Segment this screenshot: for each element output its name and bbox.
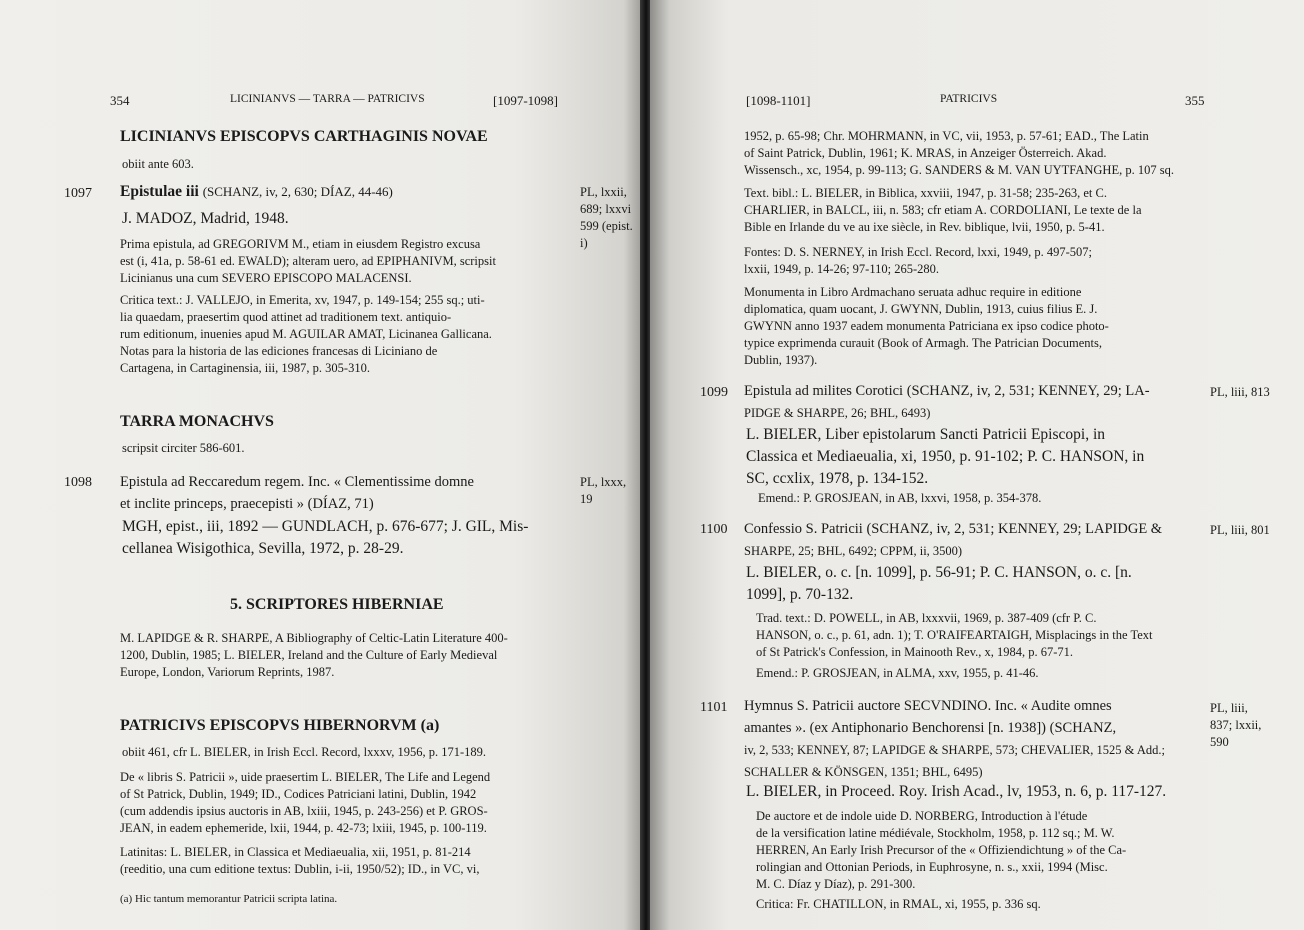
work-title-block: [744, 695, 1165, 783]
text-line: est (i, 41a, p. 58-61 ed. EWALD); alteram uero, ad EPIPHANIVM, scripsit: [120, 254, 496, 268]
text-line: typice exprimenda curauit (Book of Armagh. The Patrician Documents,: [744, 336, 1103, 350]
text-line: rolingian and Ottonian Periods, in Euphrosyne, n. s., xxii, 1994 (Misc.: [756, 860, 1108, 874]
text-line: Bible en Irlande du ve au ixe siècle, in Rev. biblique, lvii, 1950, p. 5-41.: [744, 220, 1105, 234]
work-title: et inclite princeps, praecepisti » (DÍAZ, 71): [120, 496, 374, 512]
work-title: Epistula ad milites Corotici (SCHANZ, iv, 2, 531; KENNEY, 29; LA-: [744, 383, 1150, 399]
text-line: lxxii, 1949, p. 14-26; 97-110; 265-280.: [744, 262, 940, 276]
margin-line: 689; lxxvi: [580, 202, 632, 216]
text-line: 1200, Dublin, 1985; L. BIELER, Ireland and the Culture of Early Medieval: [120, 648, 498, 662]
text-line: Fontes: D. S. NERNEY, in Irish Eccl. Record, lxxi, 1949, p. 497-507;: [744, 245, 1093, 259]
text-line: Latinitas: L. BIELER, in Classica et Mediaeualia, xii, 1951, p. 81-214: [120, 845, 471, 859]
entry-number: 1101: [700, 700, 728, 715]
text-line: Notas para la historia de las ediciones francesas di Liciniano de: [120, 344, 438, 358]
continued-paragraph: [744, 128, 1204, 179]
margin-line: PL, lxxii,: [580, 185, 627, 199]
work-title: Epistula ad Reccaredum regem. Inc. « Clementissime domne: [120, 474, 474, 490]
edition: J. MADOZ, Madrid, 1948.: [122, 210, 289, 227]
text-line: lia quaedam, praesertim quod attinet ad traditionem text. antiquio-: [120, 310, 452, 324]
author-dates: obiit 461, cfr L. BIELER, in Irish Eccl. Record, lxxxv, 1956, p. 171-189.: [122, 745, 487, 759]
text-line: Critica text.: J. VALLEJO, in Emerita, xv, 1947, p. 149-154; 255 sq.; uti-: [120, 293, 485, 307]
edition-line: L. BIELER, Liber epistolarum Sancti Patricii Episcopi, in: [746, 426, 1106, 443]
text-line: of St Patrick's Confession, in Mainooth Rev., x, 1984, p. 67-71.: [756, 645, 1074, 659]
text-line: De « libris S. Patricii », uide praesertim L. BIELER, The Life and Legend: [120, 770, 491, 784]
text-line: diplomatica, quam uocant, J. GWYNN, Dublin, 1913, cuius filius E. J.: [744, 302, 1098, 316]
text-line: Europe, London, Variorum Reprints, 1987.: [120, 665, 335, 679]
right-page: [650, 0, 1304, 930]
margin-line: PL, lxxx,: [580, 475, 627, 489]
work-title-block: [744, 518, 1162, 562]
text-line: M. C. Díaz y Díaz), p. 291-300.: [756, 877, 916, 891]
margin-note: PL, liii, 813: [1210, 385, 1270, 399]
footnote: (a) Hic tantum memorantur Patricii scripta latina.: [120, 893, 338, 905]
author-title: LICINIANVS EPISCOPVS CARTHAGINIS NOVAE: [120, 128, 488, 145]
text-line: (reeditio, una cum editione textus: Dublin, i-ii, 1950/52); ID., in VC, vi,: [120, 862, 480, 876]
note-paragraph: [120, 236, 568, 287]
work-title: iv, 2, 533; KENNEY, 87; LAPIDGE & SHARPE, 573; CHEVALIER, 1525 & Add.;: [744, 743, 1165, 757]
author-dates: scripsit circiter 586-601.: [122, 441, 245, 455]
text-line: Monumenta in Libro Ardmachano seruata adhuc require in editione: [744, 285, 1082, 299]
margin-note: [580, 474, 626, 508]
work-title: Confessio S. Patricii (SCHANZ, iv, 2, 531; KENNEY, 29; LAPIDGE &: [744, 521, 1163, 537]
text-line: Wissensch., xc, 1954, p. 99-113; G. SANDERS & M. VAN UYTFANGHE, p. 107 sq.: [744, 163, 1174, 177]
edition-line: SC, ccxlix, 1978, p. 134-152.: [746, 470, 929, 487]
work-title-line: [120, 183, 393, 201]
page-number: 354: [110, 93, 130, 108]
work-title: SCHALLER & KÖNSGEN, 1351; BHL, 6495): [744, 765, 983, 779]
entry-number: 1097: [64, 186, 92, 201]
text-line: Prima epistula, ad GREGORIVM M., etiam in eiusdem Registro excusa: [120, 237, 481, 251]
text-line: Cartagena, in Cartaginensia, iii, 1987, p. 305-310.: [120, 361, 370, 375]
text-line: CHARLIER, in BALCL, iii, n. 583; cfr etiam A. CORDOLIANI, Le texte de la: [744, 203, 1142, 217]
edition-block: [746, 562, 1132, 606]
running-head: PATRICIVS: [940, 93, 998, 105]
edition-line: 1099], p. 70-132.: [746, 586, 854, 603]
emend-note: Emend.: P. GROSJEAN, in AB, lxxvi, 1958, p. 354-378.: [758, 491, 1042, 505]
text-line: de la versification latine médiévale, Stockholm, 1958, p. 112 sq.; M. W.: [756, 826, 1115, 840]
text-line: M. LAPIDGE & R. SHARPE, A Bibliography of Celtic-Latin Literature 400-: [120, 631, 508, 645]
text-line: Text. bibl.: L. BIELER, in Biblica, xxviii, 1947, p. 31-58; 235-263, et C.: [744, 186, 1107, 200]
margin-line: 599 (epist.: [580, 219, 633, 233]
work-title: amantes ». (ex Antiphonario Benchorensi [n. 1938]) (SCHANZ,: [744, 720, 1117, 736]
margin-line: 837; lxxii,: [1210, 718, 1262, 732]
work-title-block: [120, 471, 474, 515]
trad-paragraph: [756, 610, 1206, 661]
text-line: GWYNN anno 1937 eadem monumenta Patriciana ex ipso codice photo-: [744, 319, 1109, 333]
edition-line: cellanea Wisigothica, Sevilla, 1972, p. 28-29.: [122, 540, 404, 557]
critica-paragraph: [120, 292, 568, 377]
text-line: (cum addendis ipsius auctoris in AB, lxiii, 1945, p. 243-256) et P. GROS-: [120, 804, 488, 818]
bibliography-paragraph: [120, 630, 568, 681]
fontes-paragraph: [744, 244, 1204, 278]
work-reference: (SCHANZ, iv, 2, 630; DÍAZ, 44-46): [202, 184, 393, 199]
entry-range: [1097-1098]: [493, 93, 558, 108]
auctore-paragraph: [756, 808, 1206, 893]
latinitas-paragraph: [120, 844, 568, 878]
text-line: HANSON, o. c., p. 61, adn. 1); T. O'RAIFEARTAIGH, Misplacings in the Text: [756, 628, 1153, 642]
author-title: TARRA MONACHVS: [120, 413, 274, 430]
entry-number: 1098: [64, 475, 92, 490]
margin-line: PL, liii,: [1210, 701, 1248, 715]
text-line: of St Patrick, Dublin, 1949; ID., Codices Patriciani latini, Dublin, 1942: [120, 787, 477, 801]
monumenta-paragraph: [744, 284, 1204, 369]
edition-block: [122, 516, 528, 560]
author-dates: obiit ante 603.: [122, 157, 194, 171]
work-title: SHARPE, 25; BHL, 6492; CPPM, ii, 3500): [744, 544, 963, 558]
text-line: rum editionum, inuenies apud M. AGUILAR AMAT, Licinanea Gallicana.: [120, 327, 492, 341]
edition-line: L. BIELER, o. c. [n. 1099], p. 56-91; P. C. HANSON, o. c. [n.: [746, 564, 1132, 581]
section-title: 5. SCRIPTORES HIBERNIAE: [230, 596, 444, 613]
work-title: PIDGE & SHARPE, 26; BHL, 6493): [744, 406, 931, 420]
work-title-block: [744, 380, 1150, 424]
text-line: HERREN, An Early Irish Precursor of the « Offiziendichtung » of the Ca-: [756, 843, 1127, 857]
margin-line: 590: [1210, 735, 1229, 749]
margin-line: i): [580, 236, 588, 250]
text-line: Licinianus una cum SEVERO EPISCOPO MALACENSI.: [120, 271, 412, 285]
text-line: JEAN, in eadem ephemeride, lxii, 1944, p. 42-73; lxiii, 1945, p. 100-119.: [120, 821, 487, 835]
work-title: Hymnus S. Patricii auctore SECVNDINO. Inc. « Audite omnes: [744, 698, 1112, 714]
left-page: [0, 0, 643, 930]
edition-block: [746, 424, 1144, 490]
entry-number: 1099: [700, 385, 728, 400]
author-title: PATRICIVS EPISCOPVS HIBERNORVM (a): [120, 717, 440, 734]
critica-note: Critica: Fr. CHATILLON, in RMAL, xi, 1955, p. 336 sq.: [756, 897, 1041, 911]
text-line: De auctore et de indole uide D. NORBERG, Introduction à l'étude: [756, 809, 1088, 823]
margin-note: PL, liii, 801: [1210, 523, 1270, 537]
entry-range: [1098-1101]: [746, 93, 811, 108]
note-paragraph: [120, 769, 568, 837]
margin-line: 19: [580, 492, 593, 506]
edition-line: Classica et Mediaeualia, xi, 1950, p. 91-102; P. C. HANSON, in: [746, 448, 1145, 465]
emend-note: Emend.: P. GROSJEAN, in ALMA, xxv, 1955, p. 41-46.: [756, 666, 1039, 680]
margin-note: [580, 184, 633, 252]
textbibl-paragraph: [744, 185, 1204, 236]
text-line: Trad. text.: D. POWELL, in AB, lxxxvii, 1969, p. 387-409 (cfr P. C.: [756, 611, 1097, 625]
running-head: LICINIANVS — TARRA — PATRICIVS: [230, 93, 425, 105]
entry-number: 1100: [700, 522, 728, 537]
page-number: 355: [1185, 93, 1205, 108]
edition: L. BIELER, in Proceed. Roy. Irish Acad., lv, 1953, n. 6, p. 117-127.: [746, 783, 1167, 800]
edition-line: MGH, epist., iii, 1892 — GUNDLACH, p. 676-677; J. GIL, Mis-: [122, 518, 529, 535]
text-line: Dublin, 1937).: [744, 353, 818, 367]
text-line: of Saint Patrick, Dublin, 1961; K. MRAS, in Anzeiger Österreich. Akad.: [744, 146, 1107, 160]
text-line: 1952, p. 65-98; Chr. MOHRMANN, in VC, vii, 1953, p. 57-61; EAD., The Latin: [744, 129, 1149, 143]
margin-note: [1210, 700, 1261, 751]
work-title: Epistulae iii: [120, 183, 199, 200]
